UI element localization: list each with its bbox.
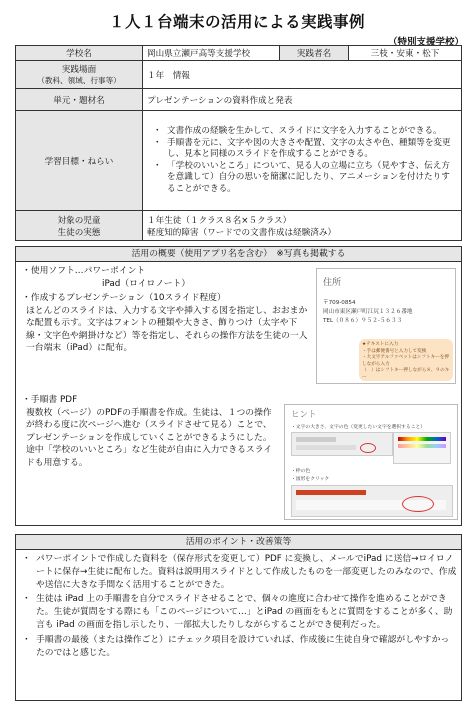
goals-list	[147, 126, 457, 195]
slide-address: 岡山市東区瀬戸町江尻１３２６番地	[323, 309, 413, 315]
slide-note-2: ・手は郵便番号と入力して変換	[362, 348, 427, 354]
practitioner-label: 実践者名	[280, 46, 349, 61]
software-line: ・使用ソフト…パワーポイント	[22, 266, 146, 276]
presentation-heading: ・作成するプレゼンテーション（10スライド程度）	[22, 293, 226, 303]
slide-tel: TEL（０８６）９５２-５６３３	[323, 318, 403, 324]
page-title: １人１台端末の活用による実践事例	[108, 13, 365, 31]
hint-heading: ヒント	[291, 410, 317, 420]
point-item: ・ 手順書の最後（または操作ごと）にチェック項目を設けていれば、作成後に生徒自身で確認がしやすかったのではと感じた。	[20, 634, 457, 660]
hint-line-1: ・文字の大きさ、文字の色（変更したい文字を選択すること）	[291, 425, 426, 430]
hint-line-3: ・図形をクリック	[291, 477, 330, 482]
students-label-1: 対象の児童	[57, 215, 101, 226]
unit-value: プレゼンテーションの資料作成と発表	[143, 89, 462, 111]
overview-header: 活用の概要（使用アプリ名を含む） ※写真も掲載する	[15, 246, 462, 261]
students-label-2: 生徒の実態	[57, 227, 101, 238]
students-label-cell	[16, 211, 143, 241]
point-item: ・ 生徒は iPad 上の手順書を自分でスライドさせることで、個々の進度に合わせて操作を進めることができた。生徒が質問をする際にも「このページについて…」とiPad の画面をもとに質問をすることが多く、助言も iPad の画面を指し示したり、一部拡大したりしながらすることができ便利だった。	[20, 593, 457, 631]
presentation-description: ほとんどのスライドは、入力する文字や挿入する図を指定し、おおまかな配置も示す。文字はフォントの種類や大きさ、飾りつけ（太字や下線・文字色や網掛けなど）等を指定し、それらの操作方法を生徒の一人一台端末（iPad）に配布。	[26, 306, 308, 354]
unit-label: 単元・題材名	[16, 89, 143, 111]
manual-heading: ・手順書 PDF	[22, 395, 78, 405]
ribbon-font-panel	[291, 432, 393, 456]
goal-item: ・ 文書作成の経験を生かして、スライドに文字を入力することができる。	[157, 126, 457, 138]
point-item: ・ パワーポイントで作成した資料を（保存形式を変更して）PDF に変換し、メールでiPad に送信→ロイロノートに保存→生徒に配布した。資料は説明用スライドとして作成したものを一部変更したのみなので、作成や送信に大きな手間なく活用することができた。	[20, 553, 457, 591]
scene-sub-label: （教科、領域、行事等）	[37, 76, 121, 85]
goal-item: ・ 「学校のいいところ」について、見る人の立場に立ち（見やすさ、伝え方を意識して）自分の思いを簡潔に記したり、アニメーションを付けたりすることができる。	[157, 161, 457, 196]
students-count: １年生徒（１クラス８名×５クラス）	[147, 215, 292, 226]
slide-note-4: （ ）はシフトキー押しながら８、９のキー	[362, 368, 450, 380]
slide-note-1: ★テキストに入力	[362, 342, 399, 347]
slide-postal: 〒709-0854	[323, 300, 356, 306]
goal-item: ・ 手順書を元に、文字や図の大きさや配置、文字の太さや色、種類等を変更し、見本と同様のスライドを作成することができる。	[157, 138, 457, 161]
manual-description: 複数枚（ページ）のPDFの手順書を作成。生徒は、１つの操作が終わる度に次ページへ進む（スライドさせて見る）ことで、プレゼンテーションを作成していくことができるようにした。途中「学校のいいところ」など生徒が自由に入力できるスライドも用意する。	[26, 408, 273, 468]
slide-note-callout	[359, 339, 453, 381]
hint-line-2: ・枠の色	[291, 469, 311, 474]
color-palette-panel	[393, 432, 451, 464]
software-line-ipad: iPad（ロイロノート）	[102, 279, 191, 289]
slide-note-3: ・大文字アルファベットはシフトキーを押しながら入力	[362, 355, 450, 367]
slide-address-block	[323, 299, 413, 326]
scene-label: 実践場面	[61, 65, 97, 75]
students-value-cell	[143, 211, 462, 241]
students-condition: 軽度知的障害（ワードでの文書作成は経験済み）	[147, 227, 337, 238]
goals-cell	[143, 111, 462, 211]
practitioner-value: 三枝・安東・松下	[349, 46, 462, 61]
school-type-tag: （特別支援学校）	[387, 37, 464, 48]
ribbon-shape-panel	[291, 485, 453, 517]
info-table	[15, 45, 462, 241]
points-box	[15, 549, 462, 701]
points-list	[20, 553, 457, 661]
slide-heading: 住所	[323, 278, 342, 288]
overview-box	[15, 261, 462, 526]
school-label: 学校名	[16, 46, 143, 61]
scene-label-cell	[16, 61, 143, 89]
slide-sample-image	[316, 268, 456, 384]
hint-screenshot-image	[284, 404, 458, 520]
scene-value: １年 情報	[143, 61, 462, 89]
school-value: 岡山県立瀬戸高等支援学校	[143, 46, 280, 61]
points-header: 活用のポイント・改善策等	[15, 534, 462, 549]
goals-label: 学習目標・ねらい	[16, 111, 143, 211]
